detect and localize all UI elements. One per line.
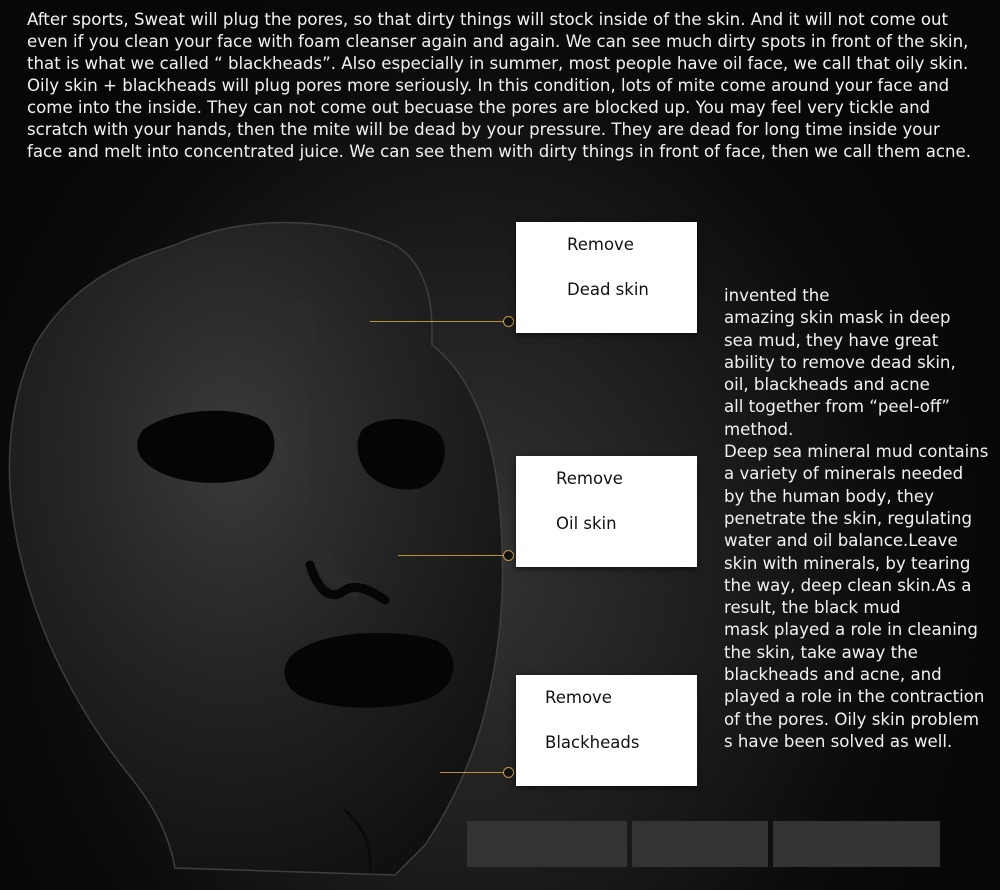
label-line1: Remove: [556, 469, 623, 488]
label-line2: Dead skin: [567, 280, 649, 299]
label-line1: Remove: [545, 688, 612, 707]
connector-line-dead-skin: [370, 321, 507, 322]
label-remove-dead-skin: [516, 222, 697, 333]
label-line2: Oil skin: [556, 514, 617, 533]
label-remove-oil-skin: [516, 456, 697, 567]
bottom-panel-1: [467, 821, 627, 867]
bottom-panel-2: [632, 821, 768, 867]
label-line2: Blackheads: [545, 733, 640, 752]
connector-line-oil-skin: [398, 555, 507, 556]
label-line1: Remove: [567, 235, 634, 254]
connector-dot-blackheads: [503, 767, 514, 778]
product-description: invented the amazing skin mask in deep sea mud, they have great ability to remove dead skin, oil, blackheads and acne all together from “peel-off” method. Deep sea mineral mud contains a variety of minerals needed by the human body, they penetrate the skin, regulating water and oil balance.Leave skin with minerals, by tearing the way, deep clean skin.As a result, the black mud mask played a role in cleaning the skin, take away the blackheads and acne, and played a role in the contraction of the pores. Oily skin problem s have been solved as well.: [724, 286, 989, 751]
connector-dot-dead-skin: [503, 316, 514, 327]
intro-paragraph: After sports, Sweat will plug the pores, so that dirty things will stock inside of the skin. And it will not come out even if you clean your face with foam cleanser again and again. We can see much dirty spots in front of the skin, that is what we called “ blackheads”. Also especially in summer, most people have oil face, we call that oily skin. Oily skin + blackheads will plug pores more seriously. In this condition, lots of mite come around your face and come into the inside. They can not come out becuase the pores are blocked up. You may feel very tickle and scratch with your hands, then the mite will be dead by your pressure. They are dead for long time inside your face and melt into concentrated juice. We can see them with dirty things in front of face, then we call them acne.: [27, 10, 972, 161]
bottom-panel-3: [773, 821, 940, 867]
connector-line-blackheads: [440, 772, 507, 773]
label-remove-blackheads: [516, 675, 697, 786]
connector-dot-oil-skin: [503, 550, 514, 561]
